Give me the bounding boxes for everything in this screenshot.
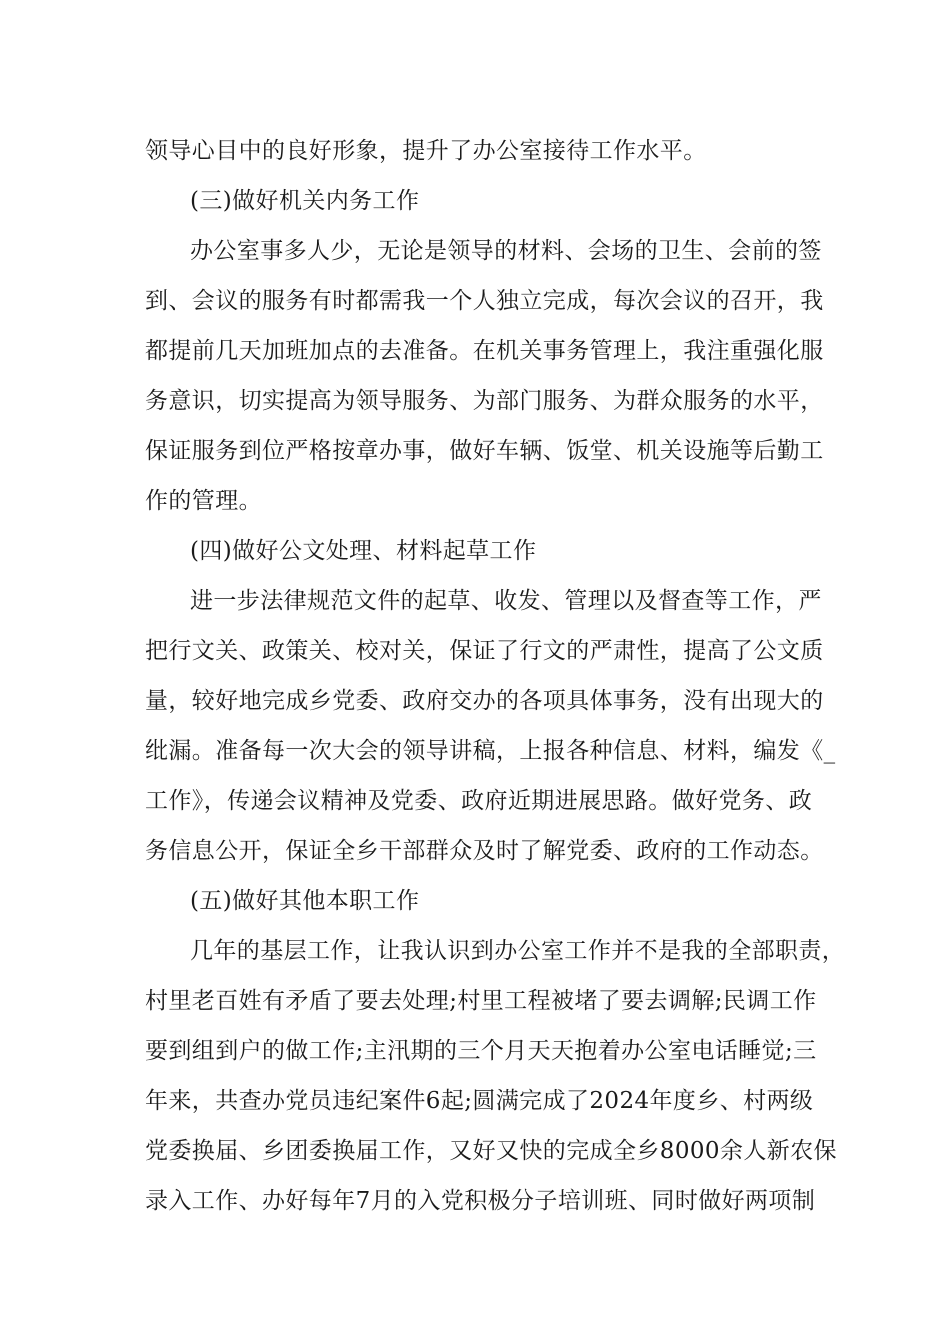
- section-heading: (三)做好机关内务工作: [190, 188, 420, 214]
- paragraph-line: 年来，共查办党员违纪案件6起;圆满完成了2024年度乡、村两级: [145, 1088, 814, 1114]
- paragraph-line: 都提前几天加班加点的去准备。在机关事务管理上，我注重强化服: [145, 338, 824, 364]
- paragraph-line: 量，较好地完成乡党委、政府交办的各项具体事务，没有出现大的: [145, 688, 824, 714]
- paragraph-line: 纰漏。准备每一次大会的领导讲稿，上报各种信息、材料，编发《_: [145, 738, 836, 764]
- paragraph-line: 要到组到户的做工作;主汛期的三个月天天抱着办公室电话睡觉;三: [145, 1038, 817, 1064]
- paragraph-line: 保证服务到位严格按章办事，做好车辆、饭堂、机关设施等后勤工: [145, 438, 824, 464]
- paragraph-line: 务意识，切实提高为领导服务、为部门服务、为群众服务的水平，: [145, 388, 824, 414]
- paragraph-line: 录入工作、办好每年7月的入党积极分子培训班、同时做好两项制: [145, 1188, 816, 1214]
- section-heading: (五)做好其他本职工作: [190, 888, 420, 914]
- paragraph-line: 务信息公开，保证全乡干部群众及时了解党委、政府的工作动态。: [145, 838, 824, 864]
- paragraph-line: 党委换届、乡团委换届工作，又好又快的完成全乡8000余人新农保: [145, 1138, 837, 1164]
- paragraph-line: 办公室事多人少，无论是领导的材料、会场的卫生、会前的签: [190, 238, 822, 264]
- paragraph-line: 村里老百姓有矛盾了要去处理;村里工程被堵了要去调解;民调工作: [145, 988, 817, 1014]
- paragraph-line: 进一步法律规范文件的起草、收发、管理以及督查等工作，严: [190, 588, 822, 614]
- paragraph-line: 把行文关、政策关、校对关，保证了行文的严肃性，提高了公文质: [145, 638, 824, 664]
- paragraph-line: 到、会议的服务有时都需我一个人独立完成，每次会议的召开，我: [145, 288, 824, 314]
- paragraph-line: 工作》，传递会议精神及党委、政府近期进展思路。做好党务、政: [145, 788, 813, 814]
- paragraph-line: 作的管理。: [145, 488, 262, 514]
- section-heading: (四)做好公文处理、材料起草工作: [190, 538, 537, 564]
- paragraph-line: 领导心目中的良好形象，提升了办公室接待工作水平。: [145, 138, 707, 164]
- paragraph-line: 几年的基层工作，让我认识到办公室工作并不是我的全部职责，: [190, 938, 846, 964]
